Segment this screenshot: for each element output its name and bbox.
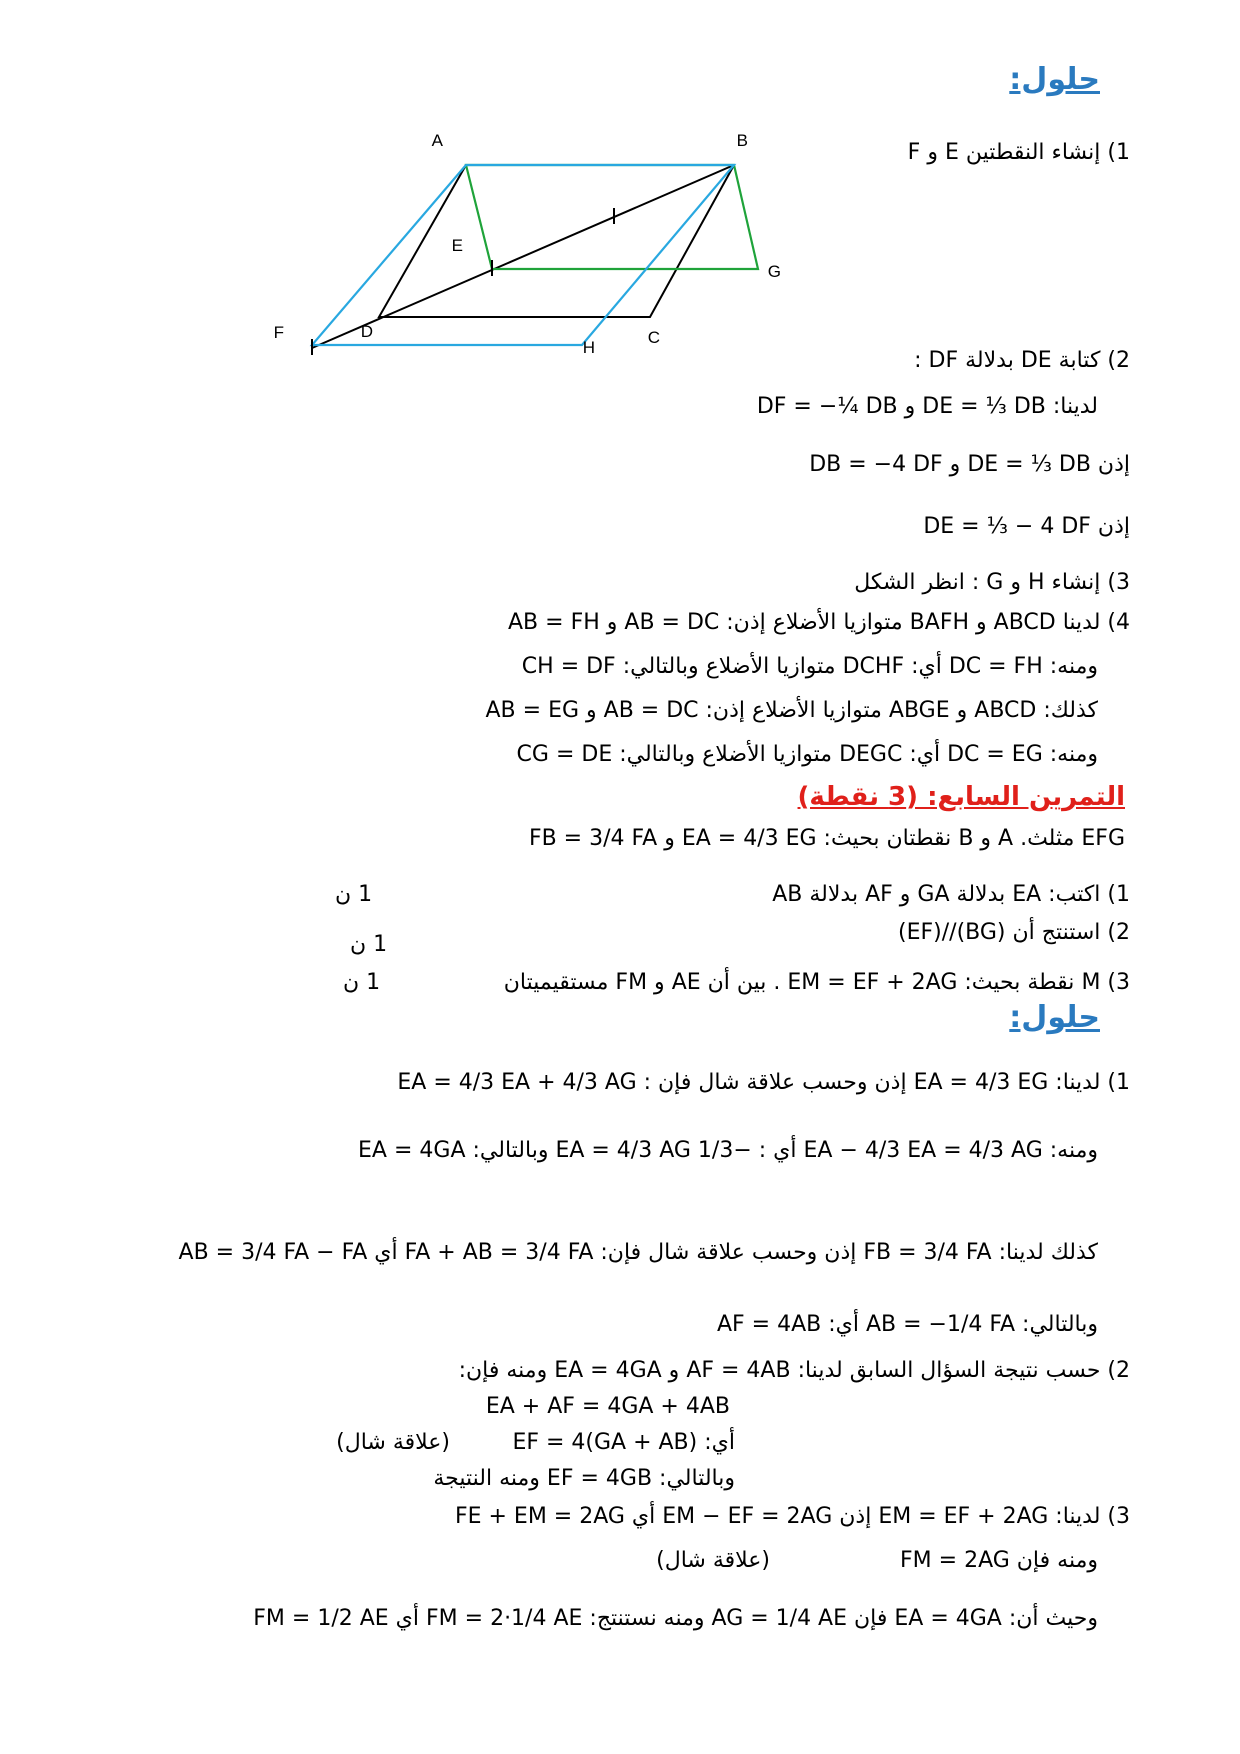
sol-1-line-4: وبالتالي: AB = −1/4 FA أي: AF = 4AB — [716, 1312, 1098, 1337]
points-q2: 1 ن — [350, 932, 388, 957]
exercise-statement: EFG مثلث. A و B نقطتان بحيث: EA = 4/3 EG و FB = 3/4 FA — [528, 826, 1125, 851]
exercise-q2: 2) استنتج أن (BG)//(EF) — [898, 920, 1130, 945]
line-f-b — [312, 165, 734, 348]
label-h: H — [582, 338, 595, 357]
sol-1-line-3: كذلك لدينا: FB = 3/4 FA إذن وحسب علاقة شال فإن: FA + AB = 3/4 FA أي AB = 3/4 FA − FA — [178, 1240, 1098, 1265]
sol-1-line-1: 1) لدينا: EA = 4/3 EG إذن وحسب علاقة شال فإن : EA = 4/3 EA + 4/3 AG — [397, 1070, 1130, 1095]
sol-3-line-2: ومنه فإن FM = 2AG — [900, 1548, 1098, 1573]
q4-line-3: كذلك: ABCD و ABGE متوازيا الأضلاع إذن: AB = DC و AB = EG — [485, 698, 1098, 723]
sol-3-line-3: وحيث أن: EA = 4GA فإن AG = 1/4 AE ومنه نستنتج: FM = 2·1/4 AE أي FM = 1/2 AE — [253, 1606, 1098, 1631]
sol-2-chasles-note: (علاقة شال) — [336, 1430, 450, 1455]
label-c: C — [647, 328, 660, 347]
label-e: E — [451, 236, 463, 255]
points-q1: 1 ن — [335, 882, 373, 907]
q2-line-2: إذن DE = ⅓ DB و DB = −4 DF — [809, 452, 1130, 477]
sol-1-line-2: ومنه: EA − 4/3 EA = 4/3 AG أي : −1/3 EA = 4/3 AG وبالتالي: EA = 4GA — [358, 1138, 1098, 1163]
q1-construct-e-f: 1) إنشاء النقطتين E و F — [907, 140, 1130, 165]
q2-line-3: إذن DE = ⅓ − 4 DF — [923, 514, 1130, 539]
label-d: D — [360, 322, 373, 341]
q3-construct-h-g: 3) إنشاء H و G : انظر الشكل — [854, 570, 1130, 595]
sol-3-line-1: 3) لدينا: EM = EF + 2AG إذن EM − EF = 2AG أي FE + EM = 2AG — [454, 1504, 1130, 1529]
points-q3: 1 ن — [343, 970, 381, 995]
exercise-7-title: التمرين السابع: (3 نقطة) — [797, 782, 1125, 812]
q4-line-2: ومنه: DC = FH أي: DCHF متوازيا الأضلاع وبالتالي: CH = DF — [521, 654, 1098, 679]
q2-line-1: لدينا: DE = ⅓ DB و DF = −¼ DB — [756, 394, 1098, 419]
q4-line-4: ومنه: DC = EG أي: DEGC متوازيا الأضلاع وبالتالي: CG = DE — [516, 742, 1098, 767]
label-a: A — [431, 131, 443, 150]
solution-title-1: حلول: — [1009, 62, 1100, 97]
q4-line-1: 4) لدينا ABCD و BAFH متوازيا الأضلاع إذن: AB = DC و AB = FH — [508, 610, 1130, 635]
sol-2-line-1: 2) حسب نتيجة السؤال السابق لدينا: AF = 4AB و EA = 4GA ومنه فإن: — [458, 1358, 1130, 1383]
label-b: B — [736, 131, 748, 150]
sol-2-line-3: أي: EF = 4(GA + AB) — [512, 1430, 735, 1455]
exercise-q3: 3) M نقطة بحيث: EM = EF + 2AG . بين أن AE و FM مستقيميتان — [503, 970, 1130, 995]
sol-2-line-4: وبالتالي: EF = 4GB ومنه النتيجة — [433, 1466, 735, 1491]
exercise-q1: 1) اكتب: EA بدلالة GA و AF بدلالة AB — [772, 882, 1130, 907]
label-g: G — [767, 262, 781, 281]
sol-3-chasles-note: (علاقة شال) — [656, 1548, 770, 1573]
label-f: F — [273, 323, 284, 342]
sol-2-line-2: EA + AF = 4GA + 4AB — [485, 1394, 730, 1419]
solution-title-2: حلول: — [1009, 1000, 1100, 1035]
q2-header: 2) كتابة DE بدلالة DF : — [914, 348, 1130, 373]
